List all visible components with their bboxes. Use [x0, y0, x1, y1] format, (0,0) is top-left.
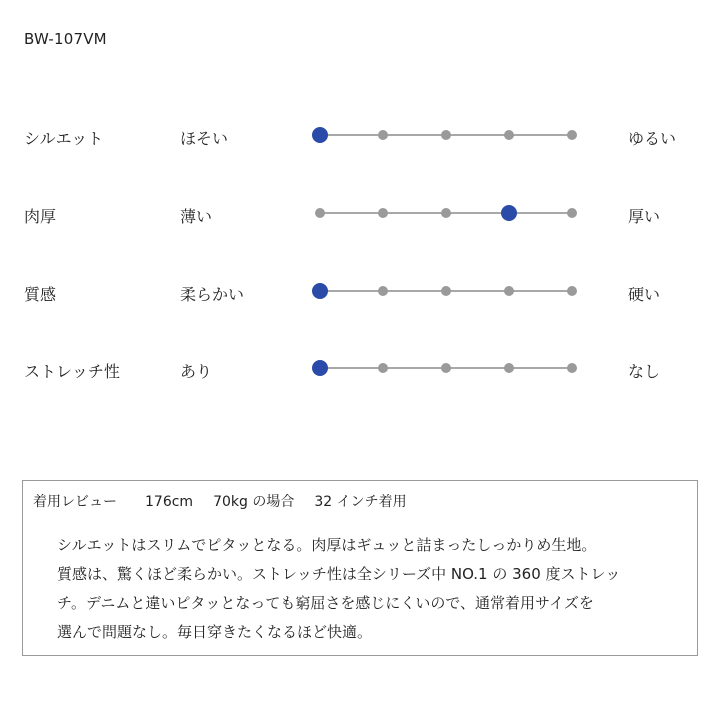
rating-scale	[312, 127, 580, 143]
rating-scale	[312, 283, 580, 299]
rating-row-texture	[0, 276, 720, 306]
rating-dot	[315, 208, 325, 218]
rating-dot	[378, 130, 388, 140]
rating-label: 肉厚	[24, 207, 57, 226]
rating-dot	[567, 130, 577, 140]
rating-row-stretch	[0, 353, 720, 383]
rating-left-term: 薄い	[180, 207, 213, 226]
review-size: 32 インチ着用	[314, 494, 407, 510]
rating-dot	[378, 286, 388, 296]
rating-dot	[504, 130, 514, 140]
review-header	[33, 491, 407, 511]
rating-scale	[312, 205, 580, 221]
review-weight: 70kg の場合	[213, 494, 295, 510]
rating-right-term: 硬い	[628, 285, 661, 304]
review-line: シルエットはスリムでピタッとなる。肉厚はギュッと詰まったしっかりめ生地。	[57, 536, 597, 554]
review-line: チ。デニムと違いピタッとなっても窮屈さを感じにくいので、通常着用サイズを	[57, 594, 594, 612]
rating-dot	[504, 363, 514, 373]
rating-right-term: 厚い	[628, 207, 661, 226]
rating-left-term: あり	[180, 362, 213, 381]
rating-dot-selected	[312, 283, 328, 299]
review-body	[57, 531, 689, 647]
rating-label: シルエット	[24, 129, 104, 148]
rating-dot-selected	[312, 127, 328, 143]
rating-right-term: なし	[628, 362, 661, 381]
rating-dot	[441, 130, 451, 140]
rating-label: 質感	[24, 285, 57, 304]
rating-left-term: ほそい	[180, 129, 229, 148]
review-height: 176cm	[145, 494, 194, 510]
rating-dot	[567, 363, 577, 373]
rating-label: ストレッチ性	[24, 362, 120, 381]
review-line: 選んで問題なし。毎日穿きたくなるほど快適。	[57, 623, 373, 641]
review-title: 着用レビュー	[33, 494, 117, 510]
rating-dot-selected	[312, 360, 328, 376]
rating-dot	[441, 363, 451, 373]
rating-dot	[441, 286, 451, 296]
rating-dot	[378, 363, 388, 373]
rating-dot	[567, 208, 577, 218]
rating-right-term: ゆるい	[628, 129, 677, 148]
rating-row-thickness	[0, 198, 720, 228]
rating-scale	[312, 360, 580, 376]
rating-dot	[567, 286, 577, 296]
rating-dot	[378, 208, 388, 218]
rating-row-silhouette	[0, 120, 720, 150]
rating-dot-selected	[501, 205, 517, 221]
review-line: 質感は、驚くほど柔らかい。ストレッチ性は全シリーズ中 NO.1 の 360 度ストレッ	[57, 565, 621, 583]
rating-dot	[504, 286, 514, 296]
rating-left-term: 柔らかい	[180, 285, 245, 304]
model-number: BW-107VM	[24, 30, 107, 48]
rating-dot	[441, 208, 451, 218]
review-box	[22, 480, 698, 656]
